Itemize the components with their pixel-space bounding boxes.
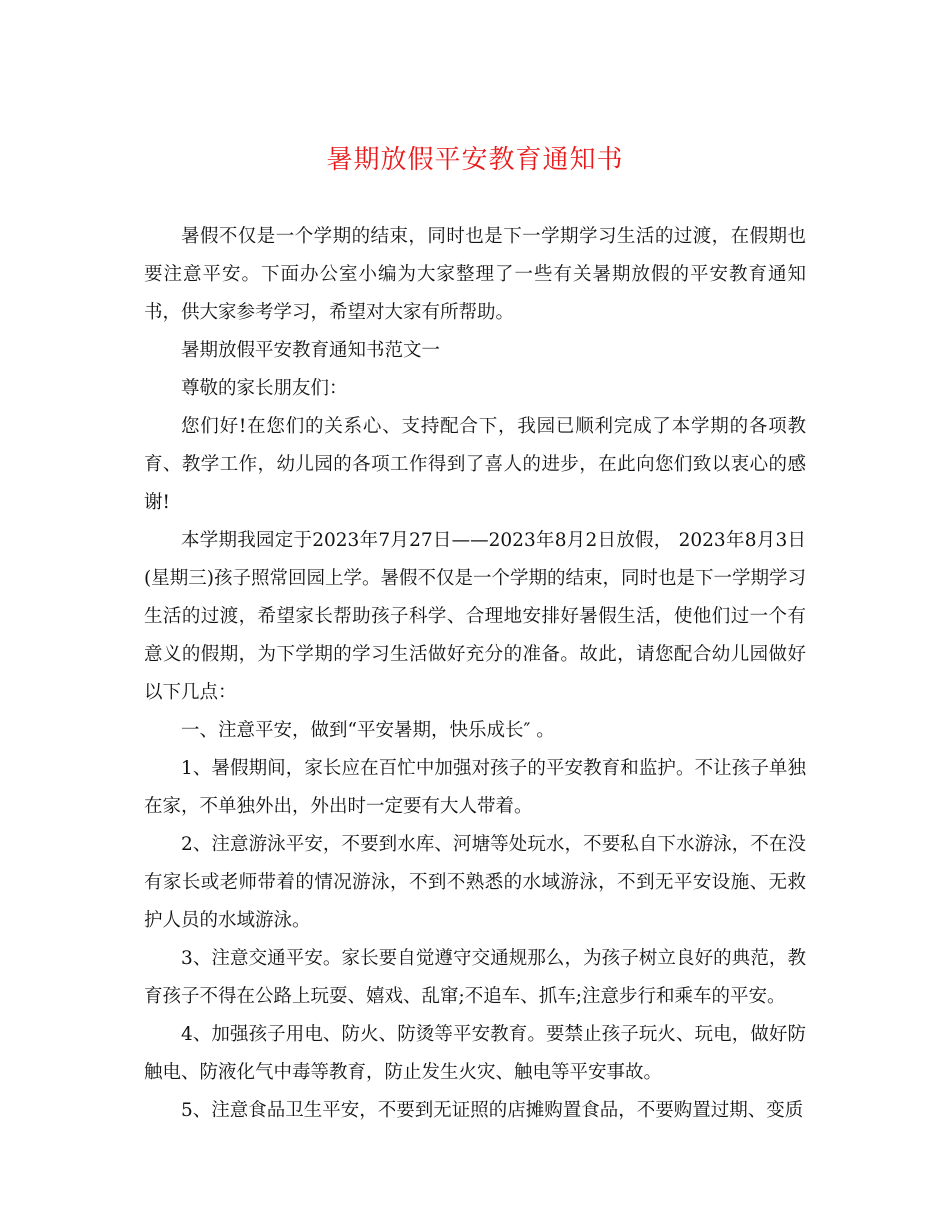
document-title: 暑期放假平安教育通知书 [326,145,624,175]
paragraph-item-4: 4、加强孩子用电、防火、防烫等平安教育。要禁止孩子玩火、玩电，做好防触电、防液化气中毒等教育，防止发生火灾、触电等平安事故。 [144,1024,806,1083]
paragraph-item-3: 3、注意交通平安。家长要自觉遵守交通规那么，为孩子树立良好的典范，教育孩子不得在公路上玩耍、嬉戏、乱窜;不追车、抓车;注意步行和乘车的平安。 [144,948,806,1007]
paragraph-item-2: 2、注意游泳平安，不要到水库、河塘等处玩水，不要私自下水游泳，不在没有家长或老师带着的情况游泳，不到不熟悉的水域游泳，不到无平安设施、无救护人员的水域游泳。 [144,834,806,931]
paragraph-item-1: 1、暑假期间，家长应在百忙中加强对孩子的平安教育和监护。不让孩子单独在家，不单独外出，外出时一定要有大人带着。 [144,758,806,817]
document-body [144,218,806,1130]
paragraph-greeting: 您们好!在您们的关系心、支持配合下，我园已顺利完成了本学期的各项教育、教学工作，幼儿园的各项工作得到了喜人的进步，在此向您们致以衷心的感谢! [144,416,806,513]
paragraph-salutation: 尊敬的家长朋友们： [181,378,348,399]
paragraph-intro: 暑假不仅是一个学期的结束，同时也是下一学期学习生活的过渡，在假期也要注意平安。下面办公室小编为大家整理了一些有关暑期放假的平安教育通知书，供大家参考学习，希望对大家有所帮助。 [144,226,806,323]
paragraph-sample-heading: 暑期放假平安教育通知书范文一 [181,340,441,361]
paragraph-schedule: 本学期我园定于2023年7月27日——2023年8月2日放假， 2023年8月3日(星期三)孩子照常回园上学。暑假不仅是一个学期的结束，同时也是下一学期学习生活的过渡，希望家长帮助孩子科学、合理地安排好暑假生活，使他们过一个有意义的假期，为下学期的学习生活做好充分的准备。故此，请您配合幼儿园做好以下几点： [144,530,806,703]
paragraph-section-1: 一、注意平安，做到“平安暑期，快乐成长″ 。 [181,720,555,741]
paragraph-item-5: 5、注意食品卫生平安，不要到无证照的店摊购置食品，不要购置过期、变质 [181,1100,804,1121]
